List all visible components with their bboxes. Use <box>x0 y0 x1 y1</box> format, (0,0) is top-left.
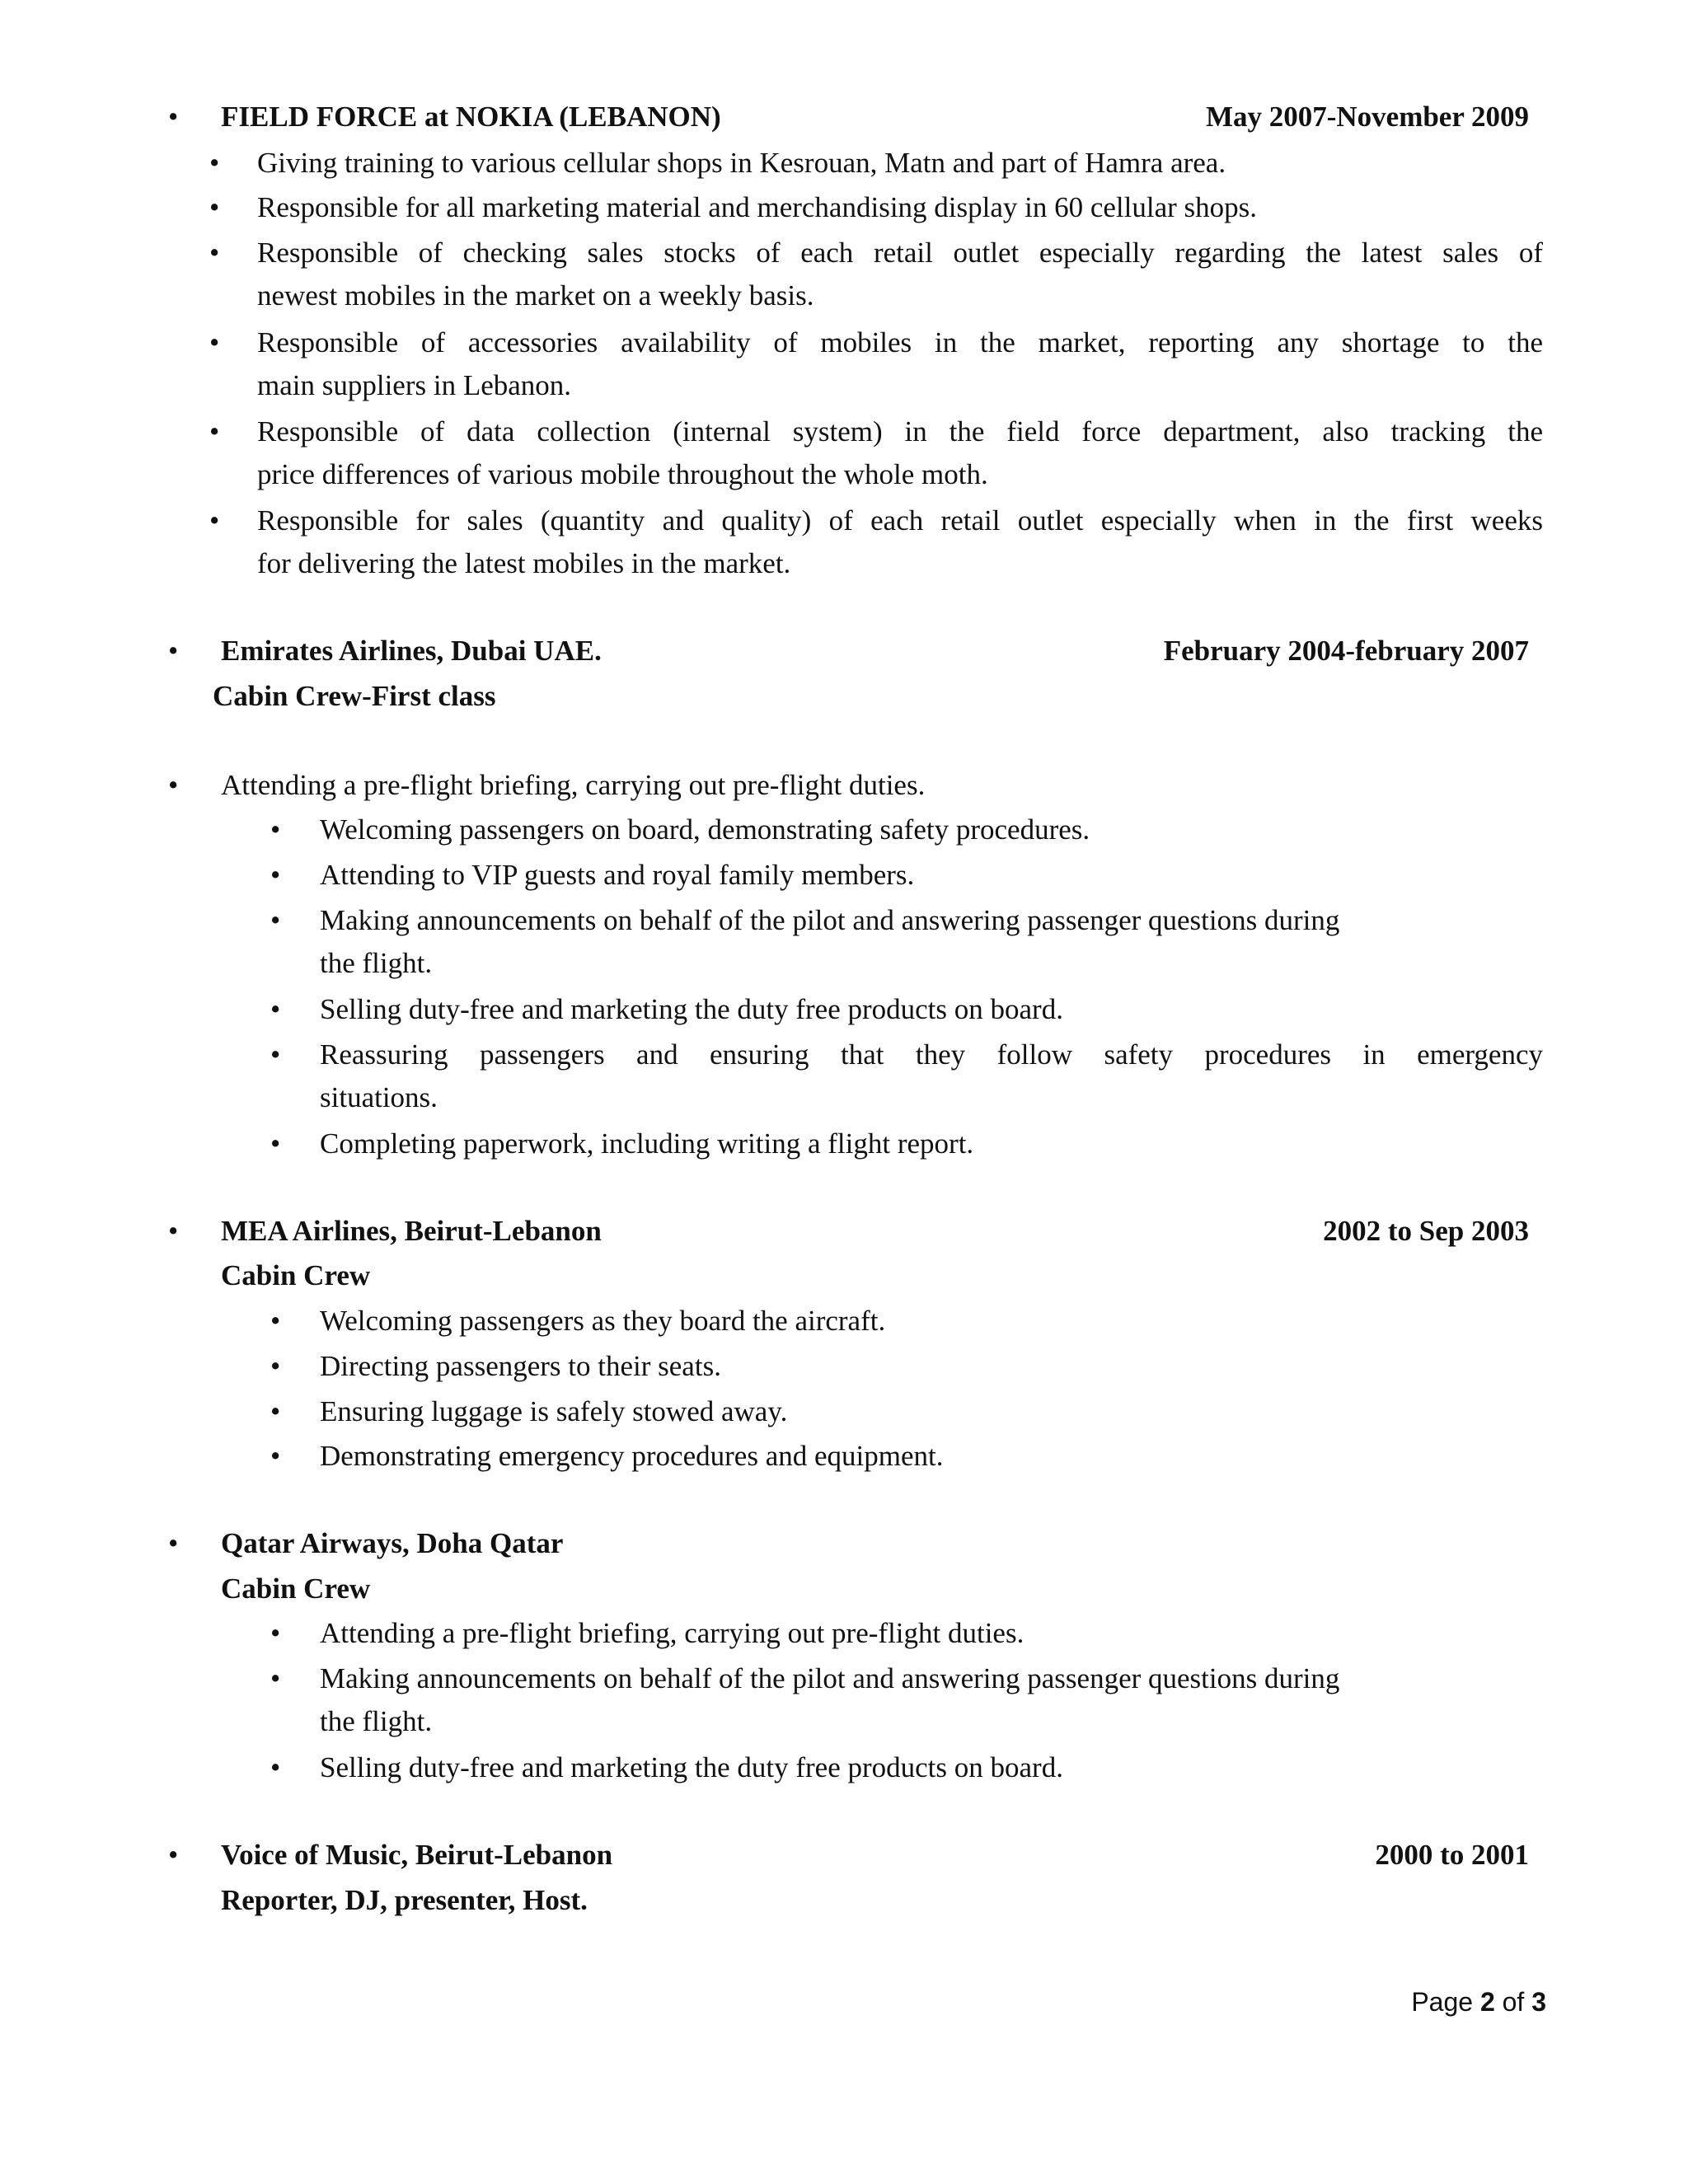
list-item: Directing passengers to their seats. <box>320 1350 721 1382</box>
list-item: Ensuring luggage is safely stowed away. <box>320 1395 788 1427</box>
bullet-icon: • <box>270 1395 281 1427</box>
bullet-icon: • <box>270 1350 281 1382</box>
page-number <box>1411 1980 1546 2024</box>
bullet-icon: • <box>209 191 220 223</box>
bullet-icon: • <box>270 1662 281 1694</box>
bullet-icon: • <box>270 1127 281 1160</box>
bullet-icon: • <box>270 859 281 891</box>
bullet-icon: • <box>168 1839 179 1871</box>
bullet-icon: • <box>168 1215 179 1247</box>
job-role: Cabin Crew-First class <box>213 680 496 712</box>
list-item-continuation: situations. <box>320 1081 438 1113</box>
list-item-continuation: price differences of various mobile throughout the whole moth. <box>257 458 988 490</box>
list-item: Welcoming passengers on board, demonstrating safety procedures. <box>320 813 1090 846</box>
page-word: Page <box>1411 1987 1474 2017</box>
list-item-continuation: main suppliers in Lebanon. <box>257 369 572 401</box>
list-item-continuation: for delivering the latest mobiles in the market. <box>257 547 791 579</box>
list-item: Selling duty-free and marketing the duty free products on board. <box>320 993 1063 1025</box>
job-dates: February 2004-february 2007 <box>1163 635 1529 667</box>
list-item: Demonstrating emergency procedures and equipment. <box>320 1440 944 1472</box>
list-item: Giving training to various cellular shops in Kesrouan, Matn and part of Hamra area. <box>257 147 1226 179</box>
total-pages: 3 <box>1531 1987 1546 2017</box>
bullet-icon: • <box>270 1305 281 1337</box>
list-item-continuation: newest mobiles in the market on a weekly basis. <box>257 279 814 312</box>
list-item-continuation: the flight. <box>320 947 433 979</box>
list-item-continuation: the flight. <box>320 1705 433 1737</box>
bullet-icon: • <box>209 415 220 448</box>
list-item: Attending a pre-flight briefing, carrying out pre-flight duties. <box>320 1617 1025 1649</box>
list-item: Responsible for all marketing material and merchandising display in 60 cellular shops. <box>257 191 1258 223</box>
list-item: Welcoming passengers as they board the aircraft. <box>320 1305 886 1337</box>
bullet-icon: • <box>270 904 281 936</box>
bullet-icon: • <box>270 1440 281 1472</box>
bullet-icon: • <box>270 813 281 846</box>
bullet-icon: • <box>168 1527 179 1559</box>
job-role: Reporter, DJ, presenter, Host. <box>221 1884 588 1916</box>
bullet-icon: • <box>168 769 179 801</box>
list-item: Attending a pre-flight briefing, carrying out pre-flight duties. <box>221 769 926 801</box>
job-title: Emirates Airlines, Dubai UAE. <box>221 635 602 667</box>
bullet-icon: • <box>270 1038 281 1071</box>
list-item: Responsible for sales (quantity and quality) of each retail outlet especially when in the first weeks <box>257 504 1543 537</box>
of-word: of <box>1502 1987 1525 2017</box>
list-item: Responsible of accessories availability of mobiles in the market, reporting any shortage to the <box>257 326 1543 359</box>
bullet-icon: • <box>209 237 220 269</box>
bullet-icon: • <box>209 147 220 179</box>
job-dates: May 2007-November 2009 <box>1205 101 1529 133</box>
job-role: Cabin Crew <box>221 1572 371 1605</box>
bullet-icon: • <box>209 326 220 359</box>
list-item: Responsible of data collection (internal system) in the field force department, also tracking the <box>257 415 1543 448</box>
current-page: 2 <box>1479 1987 1495 2017</box>
job-title: Qatar Airways, Doha Qatar <box>221 1527 564 1559</box>
list-item: Making announcements on behalf of the pilot and answering passenger questions during <box>320 1662 1340 1694</box>
list-item: Completing paperwork, including writing a flight report. <box>320 1127 974 1160</box>
list-item: Making announcements on behalf of the pilot and answering passenger questions during <box>320 904 1340 936</box>
list-item: Reassuring passengers and ensuring that they follow safety procedures in emergency <box>320 1038 1543 1071</box>
bullet-icon: • <box>270 993 281 1025</box>
job-title: MEA Airlines, Beirut-Lebanon <box>221 1215 602 1247</box>
bullet-icon: • <box>209 504 220 537</box>
list-item: Attending to VIP guests and royal family members. <box>320 859 915 891</box>
bullet-icon: • <box>270 1617 281 1649</box>
job-role: Cabin Crew <box>221 1259 371 1291</box>
bullet-icon: • <box>168 101 179 133</box>
list-item: Responsible of checking sales stocks of each retail outlet especially regarding the latest sales of <box>257 237 1543 269</box>
list-item: Selling duty-free and marketing the duty free products on board. <box>320 1751 1063 1783</box>
job-title: Voice of Music, Beirut-Lebanon <box>221 1839 613 1871</box>
job-dates: 2002 to Sep 2003 <box>1323 1215 1529 1247</box>
bullet-icon: • <box>270 1751 281 1783</box>
job-dates: 2000 to 2001 <box>1375 1839 1529 1871</box>
job-title: FIELD FORCE at NOKIA (LEBANON) <box>221 101 721 133</box>
bullet-icon: • <box>168 635 179 667</box>
